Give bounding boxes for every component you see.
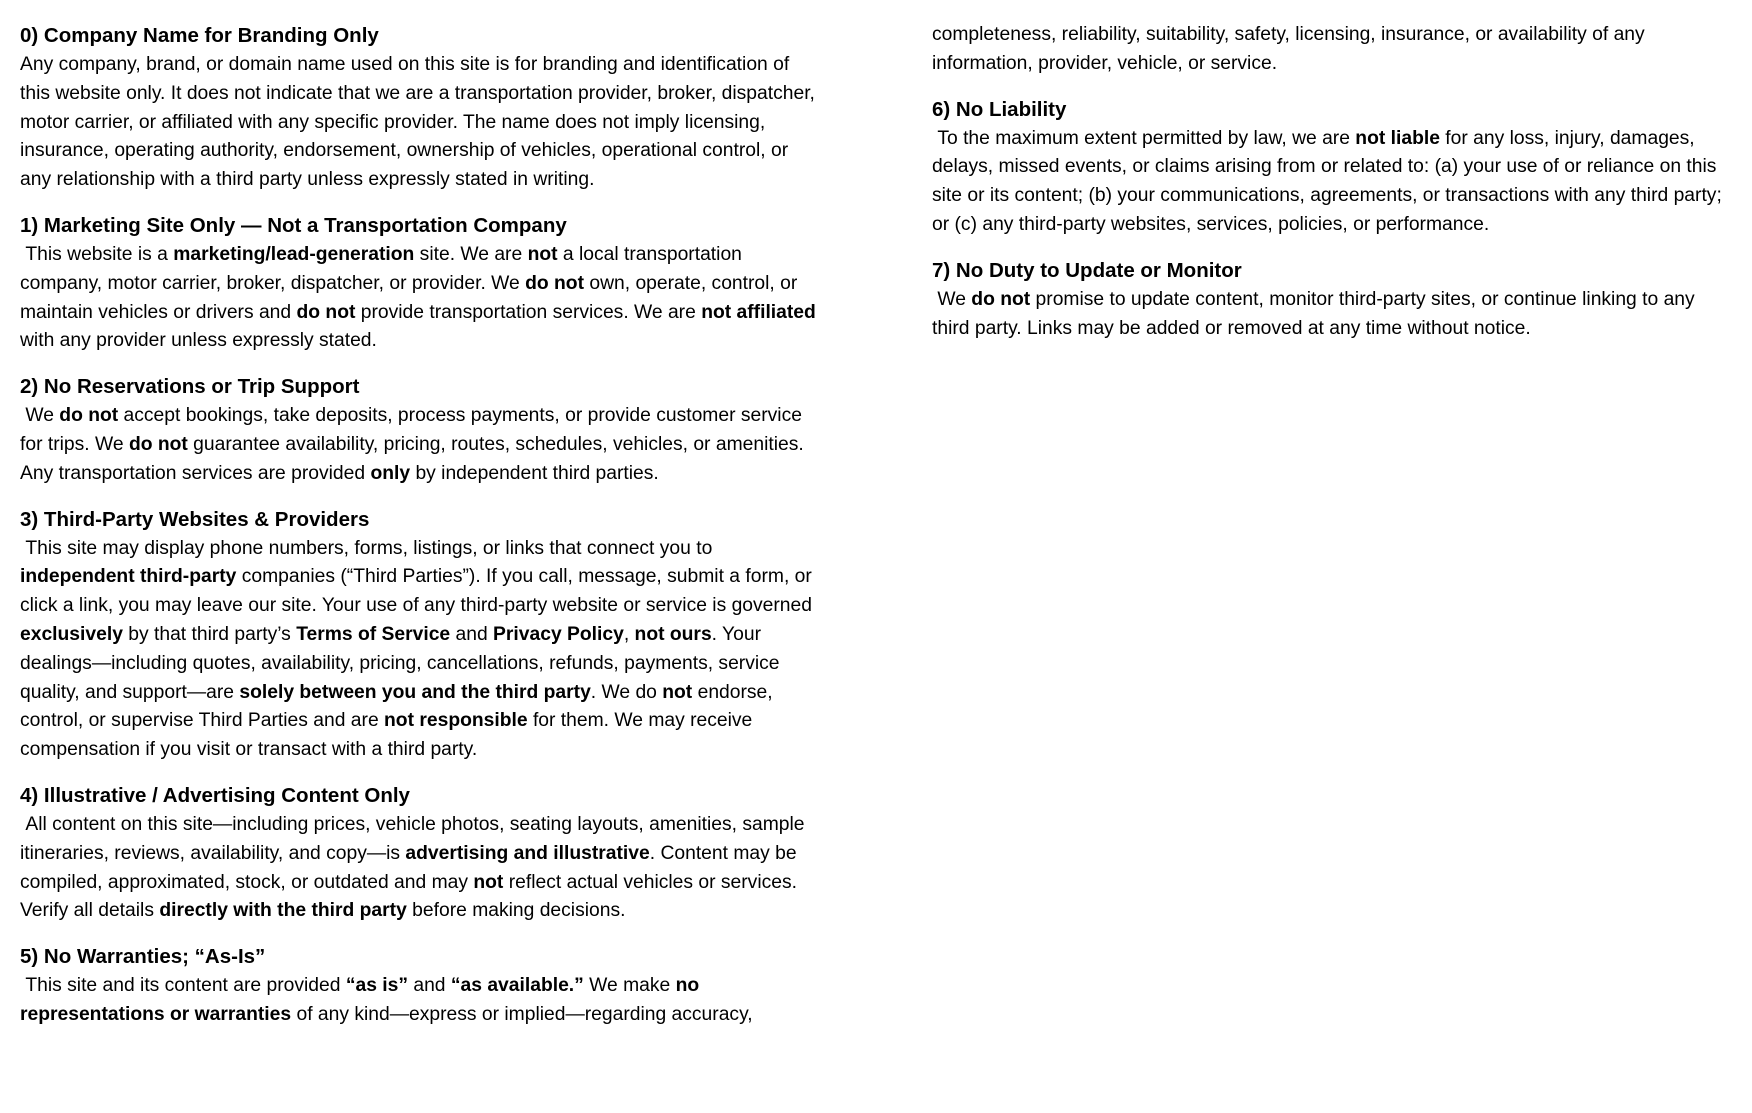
section-body: completeness, reliability, suitability, safety, licensing, insurance, or availability of any information, provider, vehicle, or service. — [932, 24, 1651, 74]
section-2-no-reservations — [20, 372, 824, 488]
section-6-no-liability — [932, 95, 1736, 240]
section-4-illustrative-content — [20, 781, 824, 926]
section-body: This website is a marketing/lead-generation site. We are not a local transportation company, motor carrier, broker, dispatcher, or provider. We do not own, operate, control, or maintain vehicles or drivers and do not provide transportation services. We are not affiliated with any provider unless expressly stated. — [20, 243, 822, 352]
section-heading: 0) Company Name for Branding Only — [20, 24, 379, 47]
section-1-marketing-site-only — [20, 211, 824, 356]
section-heading: 1) Marketing Site Only — Not a Transportation Company — [20, 213, 567, 237]
section-body: We do not promise to update content, monitor third-party sites, or continue linking to any third party. Links may be added or removed at any time without notice. — [932, 288, 1701, 339]
column-left — [20, 21, 824, 1113]
section-heading: 4) Illustrative / Advertising Content Only — [20, 783, 410, 807]
section-heading: 2) No Reservations or Trip Support — [20, 375, 360, 399]
section-3-third-party-websites — [20, 505, 824, 765]
section-body: This site and its content are provided “as is” and “as available.” We make no representations or warranties of any kind—express or implied—regarding accuracy, — [20, 975, 753, 1025]
section-heading: 6) No Liability — [932, 97, 1067, 121]
section-0-company-name-branding — [20, 21, 824, 195]
section-heading: 7) No Duty to Update or Monitor — [932, 258, 1242, 282]
section-body: This site may display phone numbers, forms, listings, or links that connect you to independent third-party companies (“Third Parties”). If you call, message, submit a form, or click a link, you may leave our site. Your use of any third-party website or service is governed exclusively by that third party’s Terms of Service and Privacy Policy, not ours. Your dealings—including quotes, availability, pricing, cancellations, refunds, payments, service quality, and support—are solely between you and the third party. We do not endorse, control, or supervise Third Parties and are not responsible for them. We may receive compensation if you visit or transact with a third party. — [20, 537, 818, 761]
section-5-no-warranties-continuation — [932, 21, 1736, 79]
section-body: We do not accept bookings, take deposits, process payments, or provide customer service for trips. We do not guarantee availability, pricing, routes, schedules, vehicles, or amenities. Any transportation services are provided only by independent third parties. — [20, 405, 809, 484]
section-body: To the maximum extent permitted by law, we are not liable for any loss, injury, damages, delays, missed events, or claims arising from or related to: (a) your use of or reliance on this site or its content; (b) your communications, agreements, or transactions with any third party; or (c) any third-party websites, services, policies, or performance. — [932, 127, 1728, 235]
section-body: Any company, brand, or domain name used on this site is for branding and identification of this website only. It does not indicate that we are a transportation provider, broker, dispatcher, motor carrier, or affiliated with any specific provider. The name does not imply licensing, insurance, operating authority, endorsement, ownership of vehicles, operational control, or any relationship with a third party unless expressly stated in writing. — [20, 54, 821, 191]
section-7-no-duty-to-update — [932, 256, 1736, 344]
column-right — [932, 21, 1736, 1113]
section-heading: 3) Third-Party Websites & Providers — [20, 507, 370, 531]
section-body: All content on this site—including prices, vehicle photos, seating layouts, amenities, sample itineraries, reviews, availability, and copy—is advertising and illustrative. Content may be compiled, approximated, stock, or outdated and may not reflect actual vehicles or services. Verify all details directly with the third party before making decisions. — [20, 813, 810, 922]
section-heading: 5) No Warranties; “As-Is” — [20, 945, 266, 969]
section-5-no-warranties — [20, 942, 824, 1030]
